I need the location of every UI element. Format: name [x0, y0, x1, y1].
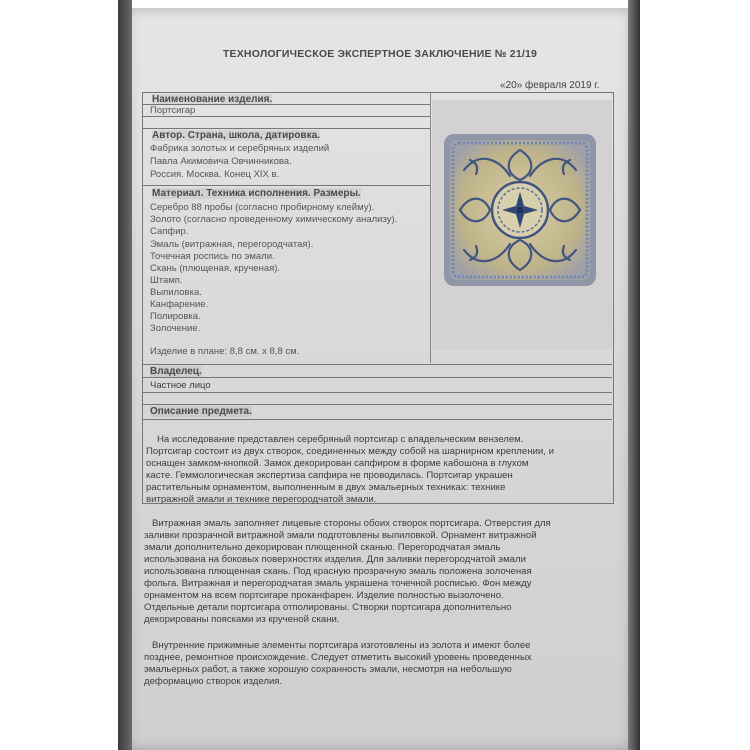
description-line: На исследование представлен серебряный портсигар с владельческим вензелем. [157, 434, 524, 445]
description-line: Портсигар состоит из двух створок, соединенных между собой на шарнирном креплении, и [146, 446, 554, 457]
description-label: Описание предмета. [150, 406, 252, 417]
name-value: Портсигар [150, 105, 196, 116]
description-line: использована плющенная скань. Под красную прозрачную эмаль положена золоченая [144, 566, 532, 577]
material-line: Выпиловка. [150, 287, 202, 298]
description-line: эмали дополнительно декорирован плющенной сканью. Перегородчатая эмаль [144, 542, 501, 553]
cigarette-case-image [440, 130, 600, 290]
description-line: позднее, ремонтное происхождение. Следует отметить высокий уровень проведенных [144, 652, 532, 663]
row-divider [142, 364, 612, 365]
description-line: Витражная эмаль заполняет лицевые стороны обоих створок портсигара. Отверстия для [152, 518, 551, 529]
material-line: Сапфир. [150, 226, 189, 237]
row-divider [142, 185, 430, 186]
photo-column-divider [430, 93, 431, 363]
description-line: растительным орнаментом, выполненным в двух эмальерных техниках: технике [146, 482, 506, 493]
material-line: Канфарение. [150, 299, 209, 310]
description-line: деформацию створок изделия. [144, 676, 283, 687]
material-line: Точечная роспись по эмали. [150, 251, 275, 262]
binder-edge-left [118, 0, 132, 750]
binder-edge-right [628, 0, 640, 750]
description-line: оснащен замком-кнопкой. Замок декорирован сапфиром в форме кабошона в глухом [146, 458, 529, 469]
material-line: Эмаль (витражная, перегородчатая). [150, 239, 314, 250]
material-line: Штамп. [150, 275, 183, 286]
material-line: Скань (плющеная, крученая). [150, 263, 281, 274]
author-line: Фабрика золотых и серебряных изделий [150, 143, 330, 154]
description-line: декорированы поясками из крученой скани. [144, 614, 340, 625]
name-label: Наименование изделия. [152, 94, 273, 105]
description-line: касте. Геммологическая экспертиза сапфира не проводилась. Портсигар украшен [146, 470, 513, 481]
description-line: заливки прозрачной витражной эмали подготовлены выпиловкой. Орнамент витражной [144, 530, 537, 541]
row-divider [142, 419, 612, 420]
row-divider [142, 392, 612, 393]
material-line: Золото (согласно проведенному химическому анализу). [150, 214, 398, 225]
author-label: Автор. Страна, школа, датировка. [152, 130, 320, 141]
description-line: использована на боковых поверхностях изделия. Для заливки перегородчатой эмали [144, 554, 526, 565]
owner-label: Владелец. [150, 366, 202, 377]
material-line: Полировка. [150, 311, 201, 322]
description-line: эмальерных работ, а также хорошую сохранность эмали, несмотря на небольшую [144, 664, 512, 675]
description-line: фольга. Витражная и перегородчатая эмаль украшена точечной росписью. Фон между [144, 578, 532, 589]
owner-value: Частное лицо [150, 380, 211, 391]
description-line: Отдельные детали портсигара отполированы. Створки портсигара дополнительно [144, 602, 512, 613]
row-divider [142, 404, 612, 405]
material-line: Золочение. [150, 323, 201, 334]
size-value: Изделие в плане: 8,8 см. х 8,8 см. [150, 346, 300, 357]
description-line: Внутренние прижимные элементы портсигара изготовлены из золота и имеют более [152, 640, 531, 651]
row-divider [142, 377, 612, 378]
description-line: витражной эмали и технике перегородчатой эмали. [146, 494, 377, 505]
row-divider [142, 128, 430, 129]
author-line: Россия. Москва. Конец XIX в. [150, 169, 280, 180]
material-line: Серебро 88 пробы (согласно пробирному клейму). [150, 202, 375, 213]
document-date: «20» февраля 2019 г. [500, 80, 600, 91]
document-title: ТЕХНОЛОГИЧЕСКОЕ ЭКСПЕРТНОЕ ЗАКЛЮЧЕНИЕ № 21/19 [222, 48, 538, 60]
material-label: Материал. Техника исполнения. Размеры. [152, 188, 361, 199]
description-line: орнаментом на всем портсигаре проканфарен. Изделие полностью вызолочено. [144, 590, 504, 601]
author-line: Павла Акимовича Овчинникова. [150, 156, 292, 167]
